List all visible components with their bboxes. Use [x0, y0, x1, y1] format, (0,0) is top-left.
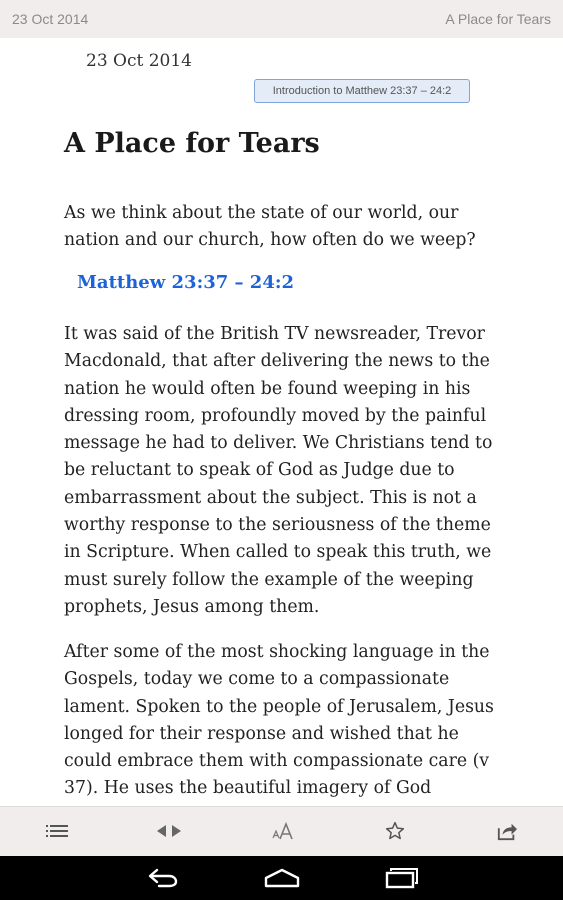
star-icon[interactable]	[382, 819, 408, 843]
top-bar-title: A Place for Tears	[445, 11, 551, 27]
article-date: 23 Oct 2014	[86, 51, 192, 71]
article-content[interactable]	[0, 38, 563, 806]
recents-icon[interactable]	[382, 864, 422, 892]
back-icon[interactable]	[142, 864, 182, 892]
text-size-icon[interactable]	[270, 819, 296, 843]
body-paragraph: It was said of the British TV newsreader, Trevor Macdonald, that after delivering the news to the nation he would often be found weeping in his dressing room, profoundly moved by the painful message he had to deliver. We Christians tend to be reluctant to speak of God as Judge due to embarrassment about the subject. This is not a worthy response to the seriousness of the theme in Scripture. When called to speak this truth, we must surely follow the example of the weeping prophets, Jesus among them.	[64, 324, 493, 617]
system-navigation-bar	[0, 856, 563, 900]
prev-next-icon[interactable]	[156, 819, 182, 843]
body-paragraph: After some of the most shocking language in the Gospels, today we come to a compassionate lament. Spoken to the people of Jerusalem, Jesus longed for their response and wished that he could embrace them with compassionate care (v 37). He uses the beautiful imagery of God	[64, 642, 494, 799]
share-icon[interactable]	[494, 819, 520, 843]
top-bar-date: 23 Oct 2014	[12, 11, 89, 27]
reader-top-bar	[0, 0, 563, 38]
scripture-reference-link[interactable]: Matthew 23:37 – 24:2	[77, 272, 295, 293]
reader-toolbar	[0, 806, 563, 856]
introduction-link-button[interactable]: Introduction to Matthew 23:37 – 24:2	[254, 79, 470, 103]
list-icon[interactable]	[44, 819, 70, 843]
lead-paragraph: As we think about the state of our world, our nation and our church, how often do we weep?	[64, 203, 476, 251]
article-title: A Place for Tears	[64, 128, 320, 159]
home-icon[interactable]	[262, 864, 302, 892]
